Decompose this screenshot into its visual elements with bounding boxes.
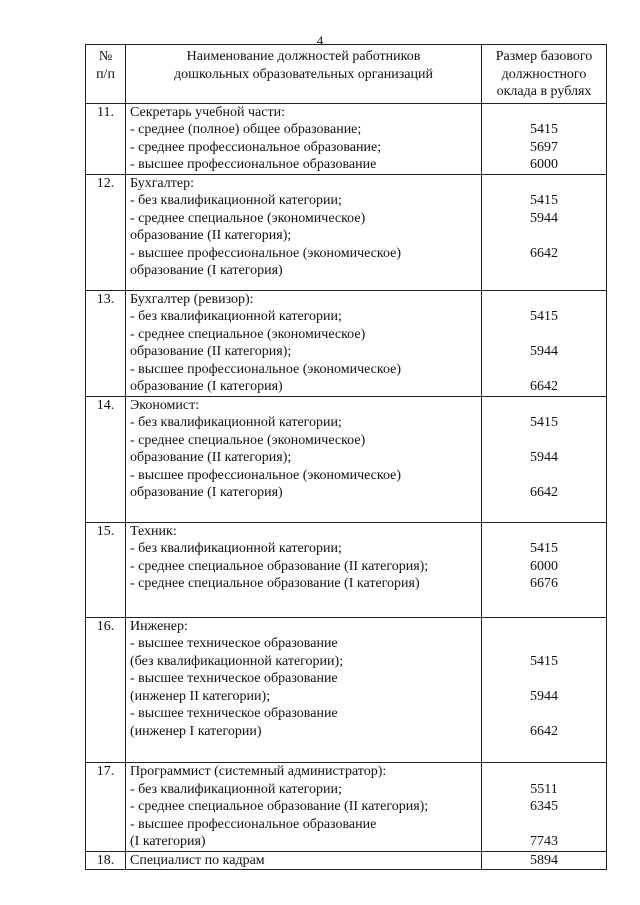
page-number: 4 (316, 33, 324, 48)
position-line: - среднее профессиональное образование; (130, 139, 382, 155)
table-header-row (86, 45, 607, 104)
position-line: Экономист: (130, 397, 200, 413)
position-line: - высшее техническое образование (130, 671, 338, 686)
salary-value (482, 227, 606, 245)
salary-value: 6000 (530, 558, 558, 574)
position-line: Бухгалтер: (130, 175, 194, 191)
salary-value (482, 816, 606, 834)
salary-value (482, 361, 606, 379)
table-row (86, 522, 607, 617)
salary-values (482, 617, 607, 763)
salary-values (482, 522, 607, 617)
header-salary-line: оклада в рублях (496, 84, 592, 99)
salary-value: 6676 (530, 576, 558, 591)
salary-value (482, 467, 606, 485)
position-line: Инженер: (130, 618, 188, 634)
table-row (86, 174, 607, 290)
position-line: - без квалификационной категории; (130, 415, 342, 430)
position-line: образование (I категория) (130, 379, 283, 394)
position-line: - высшее техническое образование (130, 706, 338, 721)
row-number: 18. (86, 851, 126, 870)
position-name (126, 174, 482, 290)
position-line: - среднее специальное (экономическое) (130, 432, 366, 448)
position-line: - среднее специальное (экономическое) (130, 210, 366, 226)
salary-value: 5944 (530, 450, 558, 465)
header-salary-line: Размер базового (495, 49, 593, 64)
table-row (86, 396, 607, 522)
position-name (126, 763, 482, 852)
position-line: - среднее специальное образование (II категория); (130, 558, 429, 574)
salary-value: 6642 (530, 723, 558, 739)
salary-value (482, 635, 606, 653)
position-line: (инженер II категории); (130, 688, 271, 704)
salary-value (482, 763, 606, 781)
position-name (126, 103, 482, 174)
salary-values (482, 763, 607, 852)
position-line: - среднее специальное образование (II категория); (130, 799, 429, 814)
position-line: - среднее (полное) общее образование; (130, 122, 362, 137)
position-line: - высшее профессиональное образование (130, 816, 377, 832)
salary-value (482, 705, 606, 723)
salary-values (482, 851, 607, 870)
position-line: Бухгалтер (ревизор): (130, 291, 254, 307)
position-line: образование (II категория); (130, 228, 292, 243)
position-name (126, 617, 482, 763)
row-number: 13. (86, 290, 126, 396)
row-number: 15. (86, 522, 126, 617)
header-salary-line: должностного (501, 66, 587, 82)
salary-value (482, 291, 606, 309)
salary-values (482, 396, 607, 522)
salary-values (482, 290, 607, 396)
table-row (86, 851, 607, 870)
salary-value: 5415 (530, 309, 558, 324)
table-row (86, 103, 607, 174)
position-line: (без квалификационной категории); (130, 653, 344, 669)
salary-value (482, 104, 606, 122)
salary-value: 5415 (530, 653, 558, 669)
salary-value (482, 523, 606, 541)
position-line: - высшее техническое образование (130, 636, 338, 651)
position-line: - без квалификационной категории; (130, 193, 342, 208)
salary-value: 5415 (530, 415, 558, 430)
position-line: Специалист по кадрам (130, 852, 265, 868)
salary-value: 5944 (530, 688, 558, 704)
table-row (86, 290, 607, 396)
salary-value (482, 432, 606, 450)
salary-value: 5415 (530, 193, 558, 208)
salary-value (482, 670, 606, 688)
position-line: образование (II категория); (130, 344, 292, 359)
salary-value: 6345 (530, 799, 558, 814)
position-line: - среднее специальное (экономическое) (130, 326, 366, 342)
position-line: образование (II категория); (130, 450, 292, 465)
position-line: образование (I категория) (130, 485, 283, 500)
row-number: 17. (86, 763, 126, 852)
salary-values (482, 174, 607, 290)
salary-value (482, 397, 606, 415)
header-num-line: № (98, 49, 113, 64)
salary-value (482, 262, 606, 280)
salary-value: 6642 (530, 379, 558, 394)
header-num-line: п/п (96, 66, 115, 82)
salary-value: 5415 (530, 541, 558, 556)
salary-value: 7743 (530, 834, 558, 849)
position-line: (I категория) (130, 834, 206, 849)
position-line: - без квалификационной категории; (130, 309, 342, 324)
salary-value: 5944 (530, 210, 558, 226)
salary-table (85, 44, 607, 870)
salary-value: 5894 (530, 852, 558, 868)
salary-value: 6000 (530, 157, 558, 172)
position-name (126, 396, 482, 522)
position-name (126, 522, 482, 617)
salary-value: 5511 (530, 781, 558, 797)
header-salary (482, 45, 607, 104)
salary-value (482, 175, 606, 193)
row-number: 16. (86, 617, 126, 763)
position-line: - без квалификационной категории; (130, 541, 342, 556)
salary-values (482, 103, 607, 174)
position-line: - без квалификационной категории; (130, 781, 342, 797)
position-line: Программист (системный администратор): (130, 764, 387, 779)
salary-value (482, 326, 606, 344)
position-name (126, 851, 482, 870)
header-name-line: Наименование должностей работников (186, 49, 421, 64)
position-line: Техник: (130, 523, 177, 539)
salary-value (482, 618, 606, 636)
position-line: - высшее профессиональное (экономическое) (130, 467, 402, 483)
row-number: 12. (86, 174, 126, 290)
position-line: Секретарь учебной части: (130, 104, 285, 120)
row-number: 11. (86, 103, 126, 174)
table-body (86, 103, 607, 870)
position-line: - высшее профессиональное (экономическое) (130, 245, 402, 261)
header-name-line: дошкольных образовательных организаций (174, 66, 433, 82)
salary-value: 6642 (530, 485, 558, 500)
table-row (86, 617, 607, 763)
salary-value: 5415 (530, 122, 558, 137)
position-line: - высшее профессиональное образование (130, 157, 377, 172)
salary-value: 5697 (530, 139, 558, 155)
position-line: - высшее профессиональное (экономическое) (130, 361, 402, 377)
table-row (86, 763, 607, 852)
position-line: - среднее специальное образование (I категория) (130, 576, 420, 591)
position-line: (инженер I категории) (130, 723, 262, 739)
position-name (126, 290, 482, 396)
salary-value: 5944 (530, 344, 558, 359)
header-num (86, 45, 126, 104)
salary-value: 6642 (530, 245, 558, 261)
position-line: образование (I категория) (130, 263, 283, 278)
header-name (126, 45, 482, 104)
row-number: 14. (86, 396, 126, 522)
